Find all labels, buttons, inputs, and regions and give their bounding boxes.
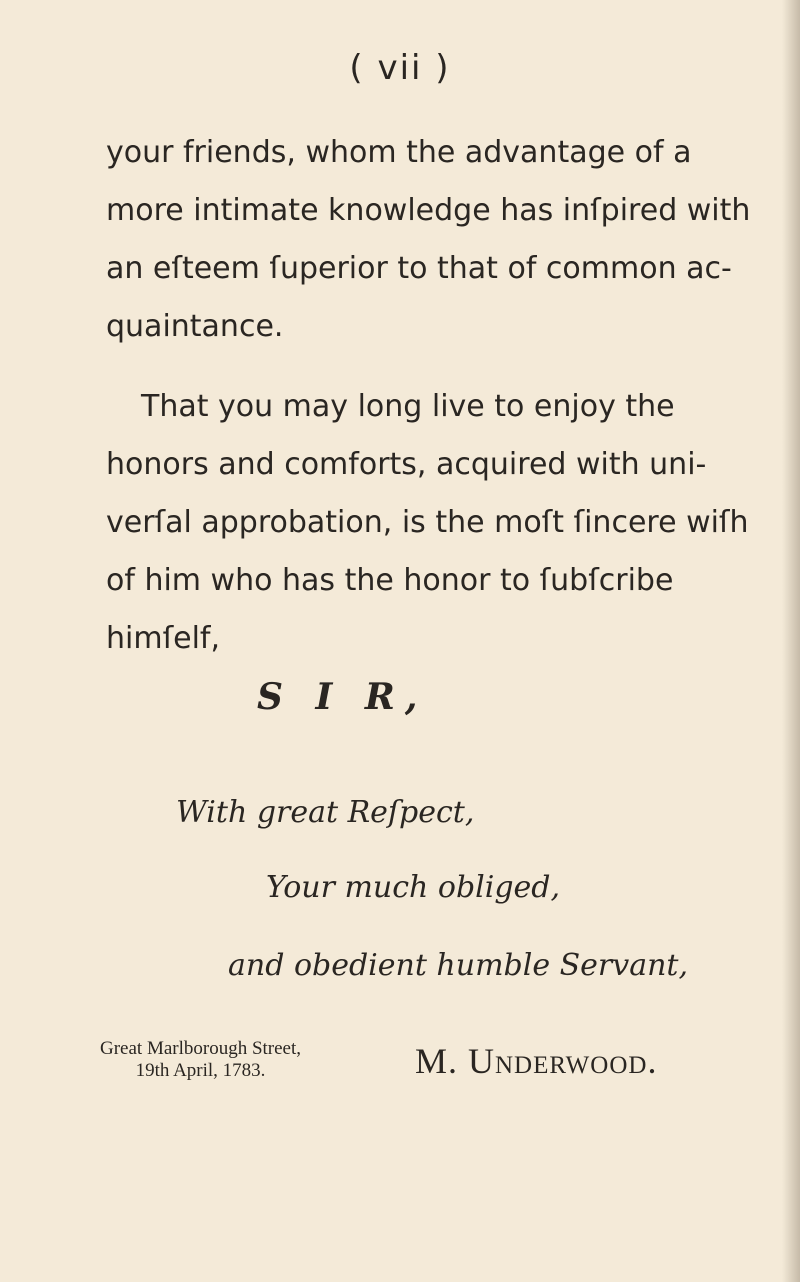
signature: M. Underwood. xyxy=(415,1041,658,1081)
closing-line-servant: and obedient humble Servant, xyxy=(228,948,689,983)
text-line: more intimate knowledge has inſpired with xyxy=(106,193,751,228)
page-number: ( vii ) xyxy=(349,48,451,88)
text-line: verſal approbation, is the moſt ſincere wiſh xyxy=(106,505,749,540)
closing-line-obliged: Your much obliged, xyxy=(266,870,561,905)
paragraph-friends xyxy=(106,124,756,356)
address-date: 19th April, 1783. xyxy=(135,1060,266,1081)
address-block xyxy=(100,1038,301,1082)
text-line: quaintance. xyxy=(106,309,284,344)
page-edge-shadow xyxy=(782,0,800,1282)
text-line: That you may long live to enjoy the xyxy=(141,389,675,424)
text-line: of him who has the honor to ſubſcribe xyxy=(106,563,674,598)
text-line: an eſteem ſuperior to that of common ac- xyxy=(106,251,732,286)
address-street: Great Marlborough Street, xyxy=(100,1038,302,1059)
text-line: himſelf, xyxy=(106,621,221,656)
paragraph-wish xyxy=(106,378,756,668)
salutation: S I R, xyxy=(257,676,428,718)
text-line: your friends, whom the advantage of a xyxy=(106,135,692,170)
closing-line-respect: With great Reſpect, xyxy=(176,795,475,830)
text-line: honors and comforts, acquired with uni- xyxy=(106,447,707,482)
